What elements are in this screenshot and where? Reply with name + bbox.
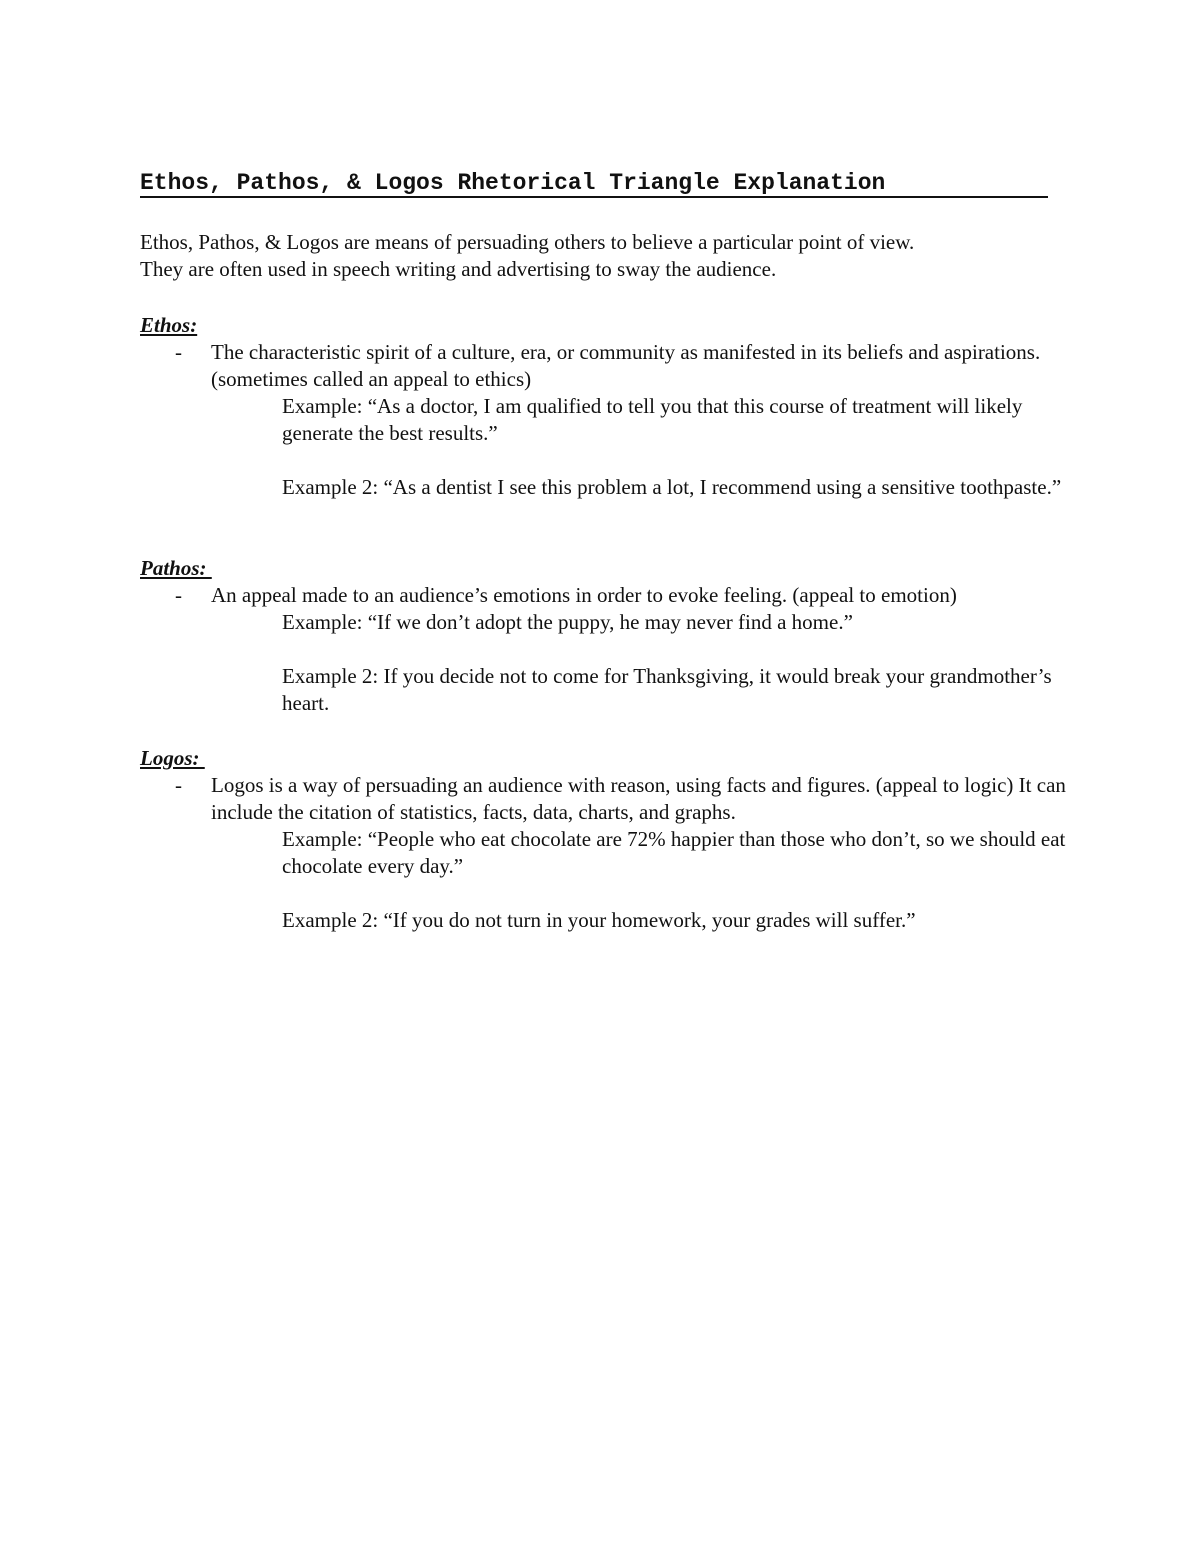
logos-example-2: Example 2: “If you do not turn in your homework, your grades will suffer.” — [282, 908, 916, 932]
pathos-definition: An appeal made to an audience’s emotions in order to evoke feeling. (appeal to emotion) — [211, 583, 957, 607]
ethos-heading: Ethos: — [140, 313, 198, 337]
document-title: Ethos, Pathos, & Logos Rhetorical Triangle Explanation — [140, 169, 1048, 198]
bullet-dash: - — [175, 340, 182, 364]
intro-paragraph — [140, 229, 1070, 283]
logos-bullet — [175, 772, 1075, 826]
intro-line-2: They are often used in speech writing and advertising to sway the audience. — [140, 257, 777, 281]
ethos-example-2: Example 2: “As a dentist I see this problem a lot, I recommend using a sensitive toothpaste.” — [282, 475, 1062, 499]
ethos-bullet — [175, 339, 1075, 393]
pathos-example-1: Example: “If we don’t adopt the puppy, he may never find a home.” — [282, 610, 853, 634]
logos-definition: Logos is a way of persuading an audience with reason, using facts and figures. (appeal to logic) It can include the citation of statistics, facts, data, charts, and graphs. — [211, 773, 1066, 824]
logos-example-1: Example: “People who eat chocolate are 72% happier than those who don’t, so we should eat chocolate every day.” — [282, 827, 1066, 878]
intro-line-1: Ethos, Pathos, & Logos are means of persuading others to believe a particular point of view. — [140, 230, 915, 254]
pathos-example-2: Example 2: If you decide not to come for Thanksgiving, it would break your grandmother’s heart. — [282, 664, 1052, 715]
logos-heading: Logos: — [140, 746, 205, 770]
pathos-bullet — [175, 582, 1075, 609]
bullet-dash: - — [175, 583, 182, 607]
bullet-dash: - — [175, 773, 182, 797]
pathos-heading: Pathos: — [140, 556, 212, 580]
ethos-example-1: Example: “As a doctor, I am qualified to tell you that this course of treatment will likely generate the best results.” — [282, 394, 1023, 445]
ethos-definition: The characteristic spirit of a culture, era, or community as manifested in its beliefs and aspirations. (sometimes called an appeal to ethics) — [211, 340, 1041, 391]
